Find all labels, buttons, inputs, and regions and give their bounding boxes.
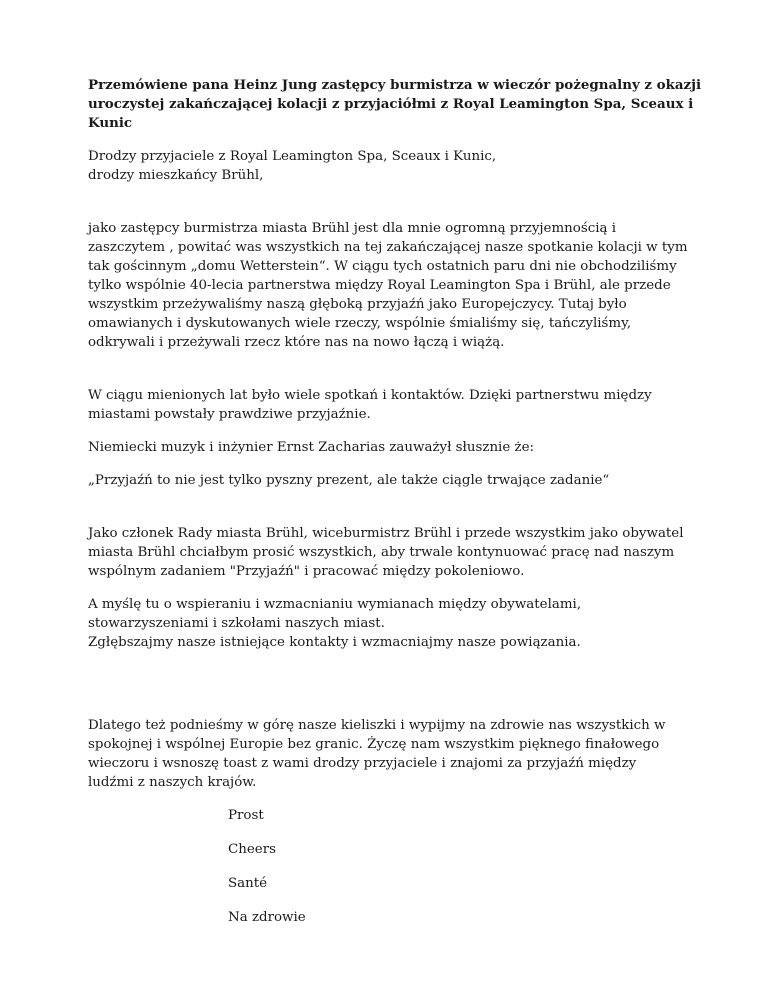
paragraph-line: Zgłębszajmy nasze istniejące kontakty i wzmacniajmy nasze powiązania.: [88, 635, 581, 650]
paragraph-line: Jako członek Rady miasta Brühl, wiceburmistrz Brühl i przede wszystkim jako obywatel: [88, 526, 684, 541]
greeting: [88, 147, 678, 185]
paragraph-exchange: [88, 595, 678, 652]
paragraph-line: jako zastępcy burmistrza miasta Brühl jest dla mnie ogromną przyjemnością i: [88, 221, 617, 236]
paragraph-line: spokojnej i wspólnej Europie bez granic. Życzę nam wszystkim pięknego finałowego: [88, 737, 660, 752]
paragraph-council: [88, 524, 684, 581]
paragraph-line: stowarzyszeniami i szkołami naszych miast.: [88, 616, 385, 631]
greeting-line: Drodzy przyjaciele z Royal Leamington Spa, Sceaux i Kunic,: [88, 149, 497, 164]
toast-list: [228, 806, 678, 927]
paragraph-welcome: [88, 219, 688, 352]
paragraph-zacharias: [88, 438, 678, 457]
greeting-line: drodzy mieszkańcy Brühl,: [88, 168, 264, 183]
paragraph-line: W ciągu mienionych lat było wiele spotkań i kontaktów. Dzięki partnerstwu między: [88, 388, 652, 403]
paragraph-line: tylko wspólnie 40-lecia partnerstwa między Royal Leamington Spa i Brühl, ale przede: [88, 278, 671, 293]
title-line: Kunic: [88, 115, 133, 131]
paragraph-line: omawianych i dyskutowanych wiele rzeczy, wspólnie śmialiśmy się, tańczyliśmy,: [88, 316, 632, 331]
document-title: [88, 76, 702, 133]
toast-item: Santé: [228, 876, 268, 891]
quote: [88, 471, 678, 490]
quote-line: „Przyjaźń to nie jest tylko pyszny prezent, ale także ciągle trwające zadanie“: [88, 473, 610, 488]
paragraph-line: wszystkim przeżywaliśmy naszą głęboką przyjaźń jako Europejczycy. Tutaj było: [88, 297, 627, 312]
paragraph-line: miasta Brühl chciałbym prosić wszystkich, aby trwale kontynuować pracę nad naszym: [88, 545, 675, 560]
document-body: [88, 76, 702, 942]
paragraph-line: Niemiecki muzyk i inżynier Ernst Zacharias zauważył słusznie że:: [88, 440, 535, 455]
paragraph-toast: [88, 716, 678, 792]
paragraph-line: zaszczytem , powitać was wszystkich na tej zakańczającej nasze spotkanie kolacji w tym: [88, 240, 688, 255]
toast-item: Prost: [228, 808, 264, 823]
paragraph-line: odkrywali i przeżywali rzecz które nas na nowo łączą i wiążą.: [88, 335, 505, 350]
paragraph-line: Dlatego też podnieśmy w górę nasze kieliszki i wypijmy na zdrowie nas wszystkich w: [88, 718, 666, 733]
paragraph-line: miastami powstały prawdziwe przyjaźnie.: [88, 407, 371, 422]
toast-item: Cheers: [228, 842, 276, 857]
title-line: Przemówiene pana Heinz Jung zastępcy burmistrza w wieczór pożegnalny z okazji: [88, 77, 702, 93]
paragraph-line: wspólnym zadaniem "Przyjaźń" i pracować między pokoleniowo.: [88, 564, 525, 579]
toast-item: Na zdrowie: [228, 910, 306, 925]
title-line: uroczystej zakańczającej kolacji z przyjaciółmi z Royal Leamington Spa, Sceaux i: [88, 96, 694, 112]
paragraph-line: A myślę tu o wspieraniu i wzmacnianiu wymianach między obywatelami,: [88, 597, 582, 612]
paragraph-contacts: [88, 386, 678, 424]
paragraph-line: wieczoru i wsnoszę toast z wami drodzy przyjaciele i znajomi za przyjaźń między: [88, 756, 637, 771]
paragraph-line: tak gościnnym „domu Wetterstein“. W ciągu tych ostatnich paru dni nie obchodziliśmy: [88, 259, 677, 274]
paragraph-line: ludźmi z naszych krajów.: [88, 775, 257, 790]
